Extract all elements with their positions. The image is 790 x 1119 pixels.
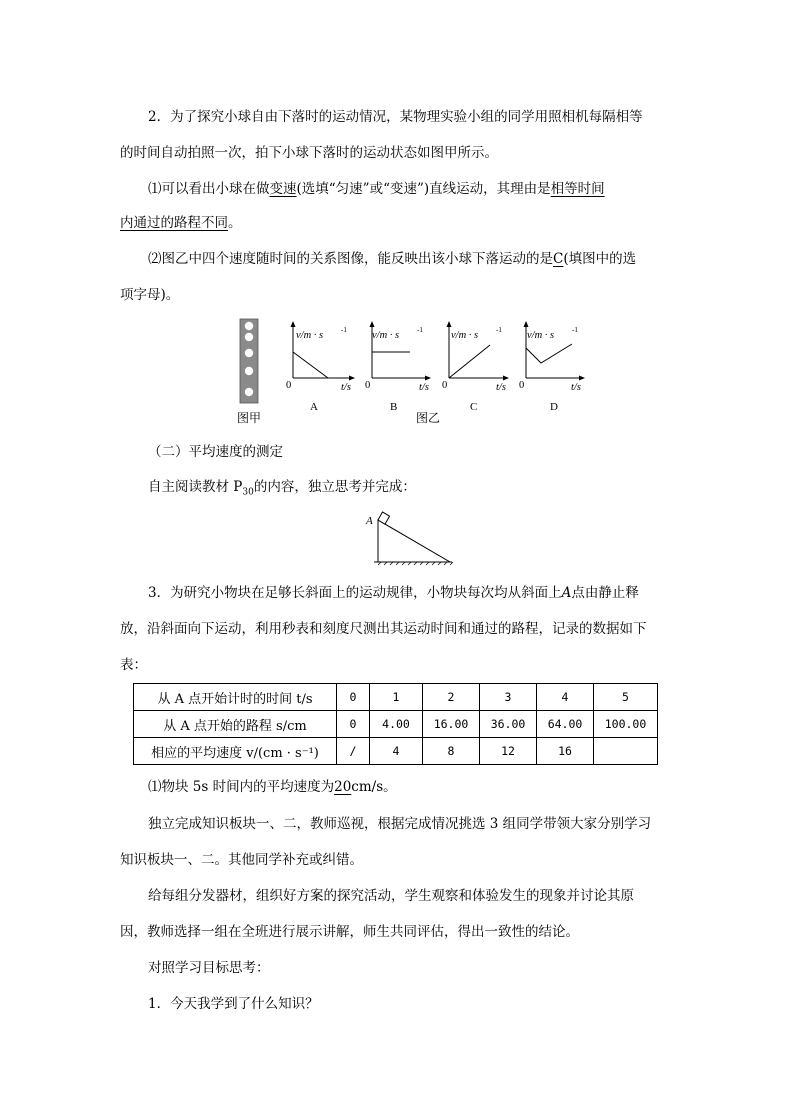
incline-svg (364, 508, 456, 568)
table-cell: 8 (423, 738, 480, 765)
table-cell: 36.00 (480, 711, 537, 738)
q3-line1 (148, 584, 708, 602)
incline-point-a-label: A (366, 515, 373, 527)
table-row-label: 从 A 点开始的路程 s/cm (134, 711, 337, 738)
table-cell: 16 (537, 738, 594, 765)
graph-b-xlabel: t/s (419, 382, 429, 393)
table-cell: 100.00 (594, 711, 658, 738)
q3-part1 (148, 778, 708, 796)
graph-b-ylabel: v/m · s (372, 330, 400, 341)
table-cell: 5 (594, 684, 658, 711)
table-cell: / (337, 738, 370, 765)
table-cell: 4.00 (370, 711, 423, 738)
graph-c-ylabel: v/m · s (451, 330, 479, 341)
q3-part1-prefix: ⑴物块 5s 时间内的平均速度为 (148, 779, 335, 795)
graph-a-ylabel: v/m · s (296, 330, 324, 341)
photo-strip (240, 319, 258, 403)
q3-line1-prefix: 3．为研究小物块在足够长斜面上的运动规律，小物块每次均从斜面上 (148, 585, 562, 601)
table-row (134, 684, 658, 711)
q3-part1-answer: 20 (334, 779, 352, 795)
q2-line2: 的时间自动拍照一次，拍下小球下落时的运动状态如图甲所示。 (120, 145, 498, 161)
table-cell: 0 (337, 711, 370, 738)
q2-part2-line2: 项字母)。 (120, 287, 180, 303)
q2-part1-prefix: ⑴可以看出小球在做 (148, 181, 270, 197)
q3-line3: 表： (120, 657, 147, 673)
graph-c-ylabel-sup: -1 (496, 326, 502, 334)
table-cell: 4 (370, 738, 423, 765)
figure-jia-caption: 图甲 (237, 411, 262, 425)
graph-d (519, 321, 585, 413)
section-2-title: （二）平均速度的测定 (148, 444, 283, 460)
table-row (134, 711, 658, 738)
graph-a-xlabel: t/s (341, 382, 351, 393)
table-cell: 2 (423, 684, 480, 711)
q2-part1-line1 (148, 180, 708, 198)
data-table (133, 683, 658, 765)
para-b-line1: 给每组分发器材，组织好方案的探究活动，学生观察和体验发生的现象并讨论其原 (148, 888, 634, 904)
graph-a-ylabel-sup: -1 (341, 326, 347, 334)
graph-d-letter: D (550, 401, 558, 413)
graph-d-ylabel: v/m · s (527, 330, 555, 341)
q2-line1: 2．为了探究小球自由下落时的运动情况，某物理实验小组的同学用照相机每隔相等 (148, 109, 643, 125)
velocity-time-figure (230, 316, 600, 432)
para-c: 对照学习目标思考： (148, 960, 270, 976)
para-a-line1: 独立完成知识板块一、二，教师巡视，根据完成情况挑选 3 组同学带领大家分别学习 (148, 816, 652, 832)
table-cell: 0 (337, 684, 370, 711)
graph-d-ylabel-sup: -1 (572, 326, 578, 334)
q2-part1-answer-1: 变速 (269, 181, 297, 197)
reading-note-page-sub: 30 (242, 487, 254, 498)
q2-part2-prefix: ⑵图乙中四个速度随时间的关系图像，能反映出该小球下落运动的是 (148, 251, 553, 267)
q3-line1-post: 点由静止释 (571, 585, 639, 601)
q2-part1-end: 。 (228, 215, 242, 231)
q2-part1-middle: (选填“匀速”或“变速”)直线运动，其理由是 (296, 181, 551, 197)
para-a-line2: 知识板块一、二。其他同学补充或纠错。 (120, 852, 363, 868)
table-cell: 1 (370, 684, 423, 711)
table-cell (594, 738, 658, 765)
graph-b-letter: B (390, 401, 398, 413)
graph-b (365, 321, 431, 413)
table-row-label: 从 A 点开始计时的时间 t/s (134, 684, 337, 711)
section-2-reading-note (148, 478, 708, 502)
table-cell: 4 (537, 684, 594, 711)
q3-line2: 放，沿斜面向下运动，利用秒表和刻度尺测出其运动时间和通过的路程，记录的数据如下 (120, 621, 647, 637)
q3-point-a: A (561, 585, 572, 601)
para-b-line2: 因，教师选择一组在全班进行展示讲解，师生共同评估，得出一致性的结论。 (120, 924, 579, 940)
graph-a-origin: 0 (286, 380, 292, 391)
incline-figure (364, 508, 456, 572)
table-cell: 64.00 (537, 711, 594, 738)
q2-part2-line1 (148, 250, 708, 268)
table-row (134, 738, 658, 765)
figure-svg (230, 316, 600, 428)
q2-part2-post: (填图中的选 (563, 251, 637, 267)
graph-d-xlabel: t/s (571, 382, 581, 393)
table-cell: 12 (480, 738, 537, 765)
table-row-label: 相应的平均速度 v/(cm · s⁻¹) (134, 738, 337, 765)
figure-yi-caption: 图乙 (416, 411, 441, 425)
graph-c (442, 321, 509, 413)
reading-note-prefix: 自主阅读教材 P (148, 479, 243, 495)
q3-part1-post: cm/s。 (351, 779, 397, 795)
q2-part1-line2 (120, 214, 680, 232)
graph-d-origin: 0 (519, 380, 525, 391)
graph-c-origin: 0 (442, 380, 448, 391)
q2-part1-answer-2a: 相等时间 (550, 181, 605, 197)
table-cell: 3 (480, 684, 537, 711)
graph-c-xlabel: t/s (496, 382, 506, 393)
para-d: 1．今天我学到了什么知识？ (148, 996, 319, 1012)
q2-part2-answer: C (553, 251, 564, 267)
graph-a (286, 321, 355, 413)
graph-c-letter: C (470, 401, 478, 413)
table-cell: 16.00 (423, 711, 480, 738)
graph-b-ylabel-sup: -1 (417, 326, 423, 334)
reading-note-post: 的内容，独立思考并完成： (253, 479, 416, 495)
q2-part1-answer-2b: 内通过的路程不同 (120, 215, 228, 231)
graph-a-letter: A (310, 401, 318, 413)
graph-b-origin: 0 (365, 380, 371, 391)
